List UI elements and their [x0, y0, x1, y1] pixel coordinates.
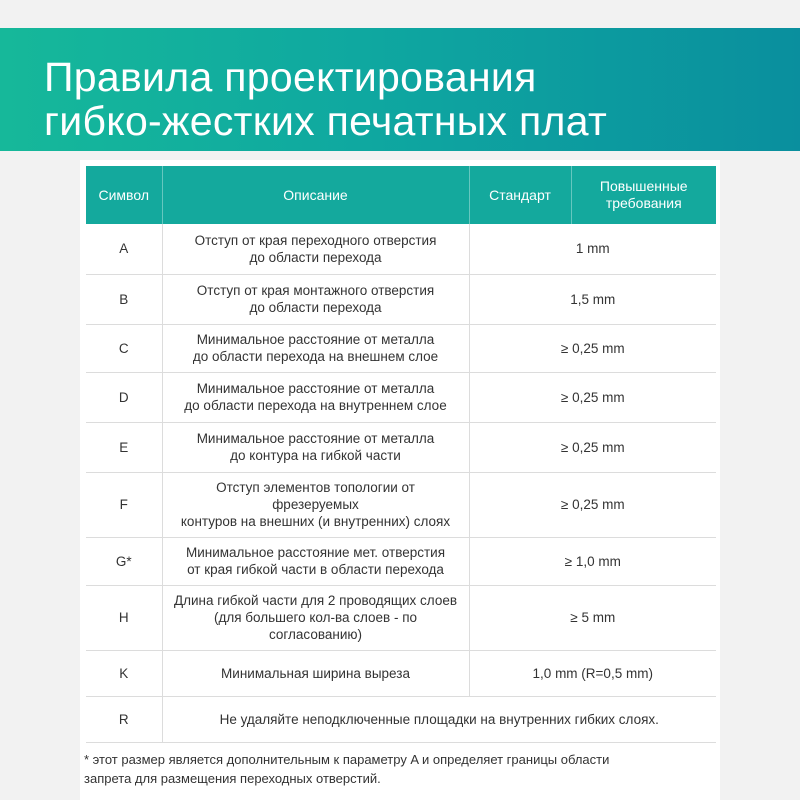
description-line: контуров на внешних (и внутренних) слоях — [180, 514, 451, 529]
row-symbol: G* — [86, 537, 162, 585]
table-header-row — [86, 166, 716, 224]
row-value: ≥ 0,25 mm — [469, 324, 716, 372]
row-symbol: R — [86, 696, 162, 742]
description-line: Минимальное расстояние от металла — [196, 431, 435, 446]
row-symbol: D — [86, 372, 162, 422]
description-line: Отступ элементов топологии от — [216, 480, 415, 495]
description-line: Минимальное расстояние от металла — [196, 332, 435, 347]
column-header-standard: Стандарт — [469, 166, 571, 224]
header-banner — [0, 28, 800, 151]
row-description — [162, 324, 469, 372]
description-line: до контура на гибкой части — [230, 448, 401, 463]
footnote-line-2: запрета для размещения переходных отверстий. — [84, 771, 381, 786]
page-title — [44, 55, 607, 143]
column-header-advanced-line2: требования — [605, 195, 682, 211]
column-header-description: Описание — [162, 166, 469, 224]
row-symbol: K — [86, 650, 162, 696]
description-line: Отступ от края монтажного отверстия — [196, 283, 435, 298]
description-line: согласованию) — [269, 627, 362, 642]
table-row — [86, 472, 716, 537]
table-row — [86, 324, 716, 372]
row-description — [162, 224, 469, 274]
column-header-advanced — [571, 166, 716, 224]
description-line: до области перехода на внутреннем слое — [184, 398, 447, 413]
row-value: 1 mm — [469, 224, 716, 274]
row-value: ≥ 0,25 mm — [469, 422, 716, 472]
row-symbol: H — [86, 585, 162, 650]
description-line: (для большего кол-ва слоев - по — [213, 610, 418, 625]
description-line: до области перехода — [249, 300, 382, 315]
row-value: ≥ 1,0 mm — [469, 537, 716, 585]
design-rules-table — [86, 166, 716, 743]
table-row — [86, 274, 716, 324]
row-description — [162, 274, 469, 324]
table-row — [86, 537, 716, 585]
row-symbol: C — [86, 324, 162, 372]
description-line: до области перехода — [249, 249, 382, 265]
table-row — [86, 422, 716, 472]
row-value: ≥ 0,25 mm — [469, 372, 716, 422]
description-line: Отступ от края переходного отверстия — [194, 232, 437, 248]
description-line: Минимальное расстояние мет. отверстия — [185, 545, 446, 560]
row-value: ≥ 0,25 mm — [469, 472, 716, 537]
row-value: ≥ 5 mm — [469, 585, 716, 650]
description-line: фрезеруемых — [272, 497, 359, 512]
column-header-advanced-line1: Повышенные — [599, 178, 688, 194]
table-row — [86, 650, 716, 696]
description-line: от края гибкой части в области перехода — [187, 562, 444, 577]
table-row — [86, 696, 716, 742]
description-line: Длина гибкой части для 2 проводящих слоев — [173, 593, 458, 608]
description-line: Минимальное расстояние от металла — [196, 381, 435, 396]
footnote — [84, 750, 704, 788]
title-line-2: гибко-жестких печатных плат — [44, 98, 608, 144]
row-description — [162, 537, 469, 585]
description-line: Минимальная ширина выреза — [221, 665, 410, 681]
row-value: 1,5 mm — [469, 274, 716, 324]
title-line-1: Правила проектирования — [44, 54, 537, 100]
table-row — [86, 585, 716, 650]
description-line: до области перехода на внешнем слое — [192, 349, 439, 364]
row-value: 1,0 mm (R=0,5 mm) — [469, 650, 716, 696]
row-description — [162, 472, 469, 537]
row-symbol: E — [86, 422, 162, 472]
table-row — [86, 372, 716, 422]
table-row — [86, 224, 716, 274]
row-symbol: B — [86, 274, 162, 324]
row-description — [162, 585, 469, 650]
row-description — [162, 650, 469, 696]
column-header-symbol: Символ — [86, 166, 162, 224]
row-symbol: F — [86, 472, 162, 537]
row-description — [162, 372, 469, 422]
row-symbol: A — [86, 224, 162, 274]
footnote-line-1: * этот размер является дополнительным к параметру A и определяет границы области — [84, 752, 610, 767]
row-note: Не удаляйте неподключенные площадки на внутренних гибких слоях. — [162, 696, 716, 742]
row-description — [162, 422, 469, 472]
